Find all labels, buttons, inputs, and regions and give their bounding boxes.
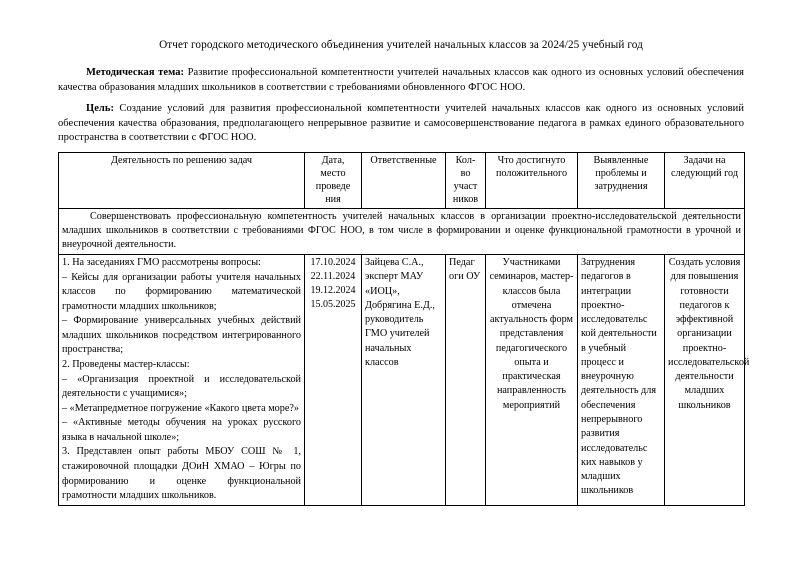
cell-achieved: Участниками семинаров, мастер-классов была отмечена актуальность форм представления педагогического опыта и практическая направленность мероприятий — [486, 254, 578, 505]
column-header-count-line-1: Кол- — [455, 155, 476, 167]
column-header-date-line-3: проведе — [315, 181, 351, 193]
column-header-tasks-line-2: следующий год — [670, 168, 739, 180]
methodical-theme-label: Методическая тема: — [86, 66, 185, 78]
methodical-theme-paragraph — [58, 66, 744, 96]
page-title: Отчет городского методического объединения учителей начальных классов за 2024/25 учебный год — [159, 39, 643, 51]
activity-line-5: – «Организация проектной и исследовательской деятельности с учащимися»; — [62, 373, 301, 400]
cell-problems: Затруднения педагогов в интеграции проектно-исследовательс кой деятельности в учебный процесс и внеурочную деятельность для обеспечения непрерывного развития исследовательс ких навыков у младших школьников — [578, 254, 665, 505]
goal-label: Цель: — [86, 102, 115, 114]
cell-dates — [305, 254, 362, 505]
column-header-achieved-line-2: положительного — [495, 168, 568, 180]
column-header-date — [305, 153, 362, 208]
column-header-count-line-3: участ — [453, 181, 478, 193]
column-header-date-line-2: место — [320, 168, 346, 180]
date-value-4: 15.05.2025 — [310, 298, 356, 310]
column-header-date-line-1: Дата, — [321, 155, 345, 167]
goal-paragraph — [58, 102, 744, 147]
cell-count: Педаг оги ОУ — [446, 254, 486, 505]
column-header-responsible: Ответственные — [362, 153, 446, 208]
table-header-row — [59, 153, 745, 208]
activity-line-6: – «Метапредметное погружение «Какого цвета море?» — [62, 402, 299, 414]
column-header-date-line-4: ния — [325, 194, 341, 206]
column-header-problems-line-1: Выявленные — [593, 155, 649, 167]
activity-line-3: – Формирование универсальных учебных действий младших школьников посредством интегрированного пространства; — [62, 315, 301, 356]
table-row — [59, 254, 745, 505]
activity-line-2: – Кейсы для организации работы учителя начальных классов по формированию математической грамотности младших школьников; — [62, 271, 301, 312]
column-header-count — [446, 153, 486, 208]
date-value-3: 19.12.2024 — [310, 284, 356, 296]
table-body — [59, 208, 750, 505]
task-heading-cell: Совершенствовать профессиональную компетентность учителей начальных классов в организации проектно-исследовательской деятельности младших школьников в соответствии с требованиями ФГОС НОО, в том числе в формировании и оценке функциональной грамотности в урочной и внеурочной деятельности. — [59, 208, 745, 254]
date-value-2: 22.11.2024 — [310, 270, 356, 282]
activity-line-4: 2. Проведены мастер-классы: — [62, 359, 190, 370]
column-header-problems-line-3: затруднения — [594, 181, 648, 193]
cell-activity — [59, 254, 305, 505]
goal-text: Создание условий для развития профессиональной компетентности учителей начальных классов как одного из основных условий обеспечения качества образования, предполагающего непрерывное развитие и самосовершенствование педагога в рамках единого образовательного пространства в соответствии с ФГОС НОО. — [58, 102, 744, 144]
column-header-count-line-2: во — [460, 168, 471, 180]
column-header-count-line-4: ников — [452, 194, 479, 206]
cell-tasks: Создать условия для повышения готовности педагогов к эффективной организации проектно-исследовательской деятельности младших школьников — [665, 254, 745, 505]
table-header — [59, 153, 745, 208]
column-header-achieved-line-1: Что достигнуто — [497, 155, 566, 167]
column-header-tasks — [665, 153, 745, 208]
date-value-1: 17.10.2024 — [310, 256, 356, 268]
column-header-achieved — [486, 153, 578, 208]
column-header-activity: Деятельность по решению задач — [59, 153, 305, 208]
activity-line-1: 1. На заседаниях ГМО рассмотрены вопросы: — [62, 256, 261, 268]
column-header-tasks-line-1: Задачи на — [683, 155, 726, 167]
activity-line-7: – «Активные методы обучения на уроках русского языка в начальной школе»; — [62, 417, 301, 443]
column-header-problems — [578, 153, 665, 208]
activity-line-8: 3. Представлен опыт работы МБОУ СОШ № 1, стажировочной площадки ДОиН ХМАО – Югры по формированию и оценке функциональной грамотности младших школьников. — [62, 446, 301, 502]
table-row-task-heading — [59, 208, 745, 254]
report-table — [58, 152, 750, 505]
cell-responsible: Зайцева С.А., эксперт МАУ «ИОЦ», Добрягина Е.Д., руководитель ГМО учителей начальных классов — [362, 254, 446, 505]
methodical-theme-text: Развитие профессиональной компетентности учителей начальных классов как одного из основных условий обеспечения качества образования младших школьников в соответствии с требованиями обновленного ФГОС НОО. — [58, 66, 745, 93]
column-header-problems-line-2: проблемы и — [595, 168, 647, 180]
